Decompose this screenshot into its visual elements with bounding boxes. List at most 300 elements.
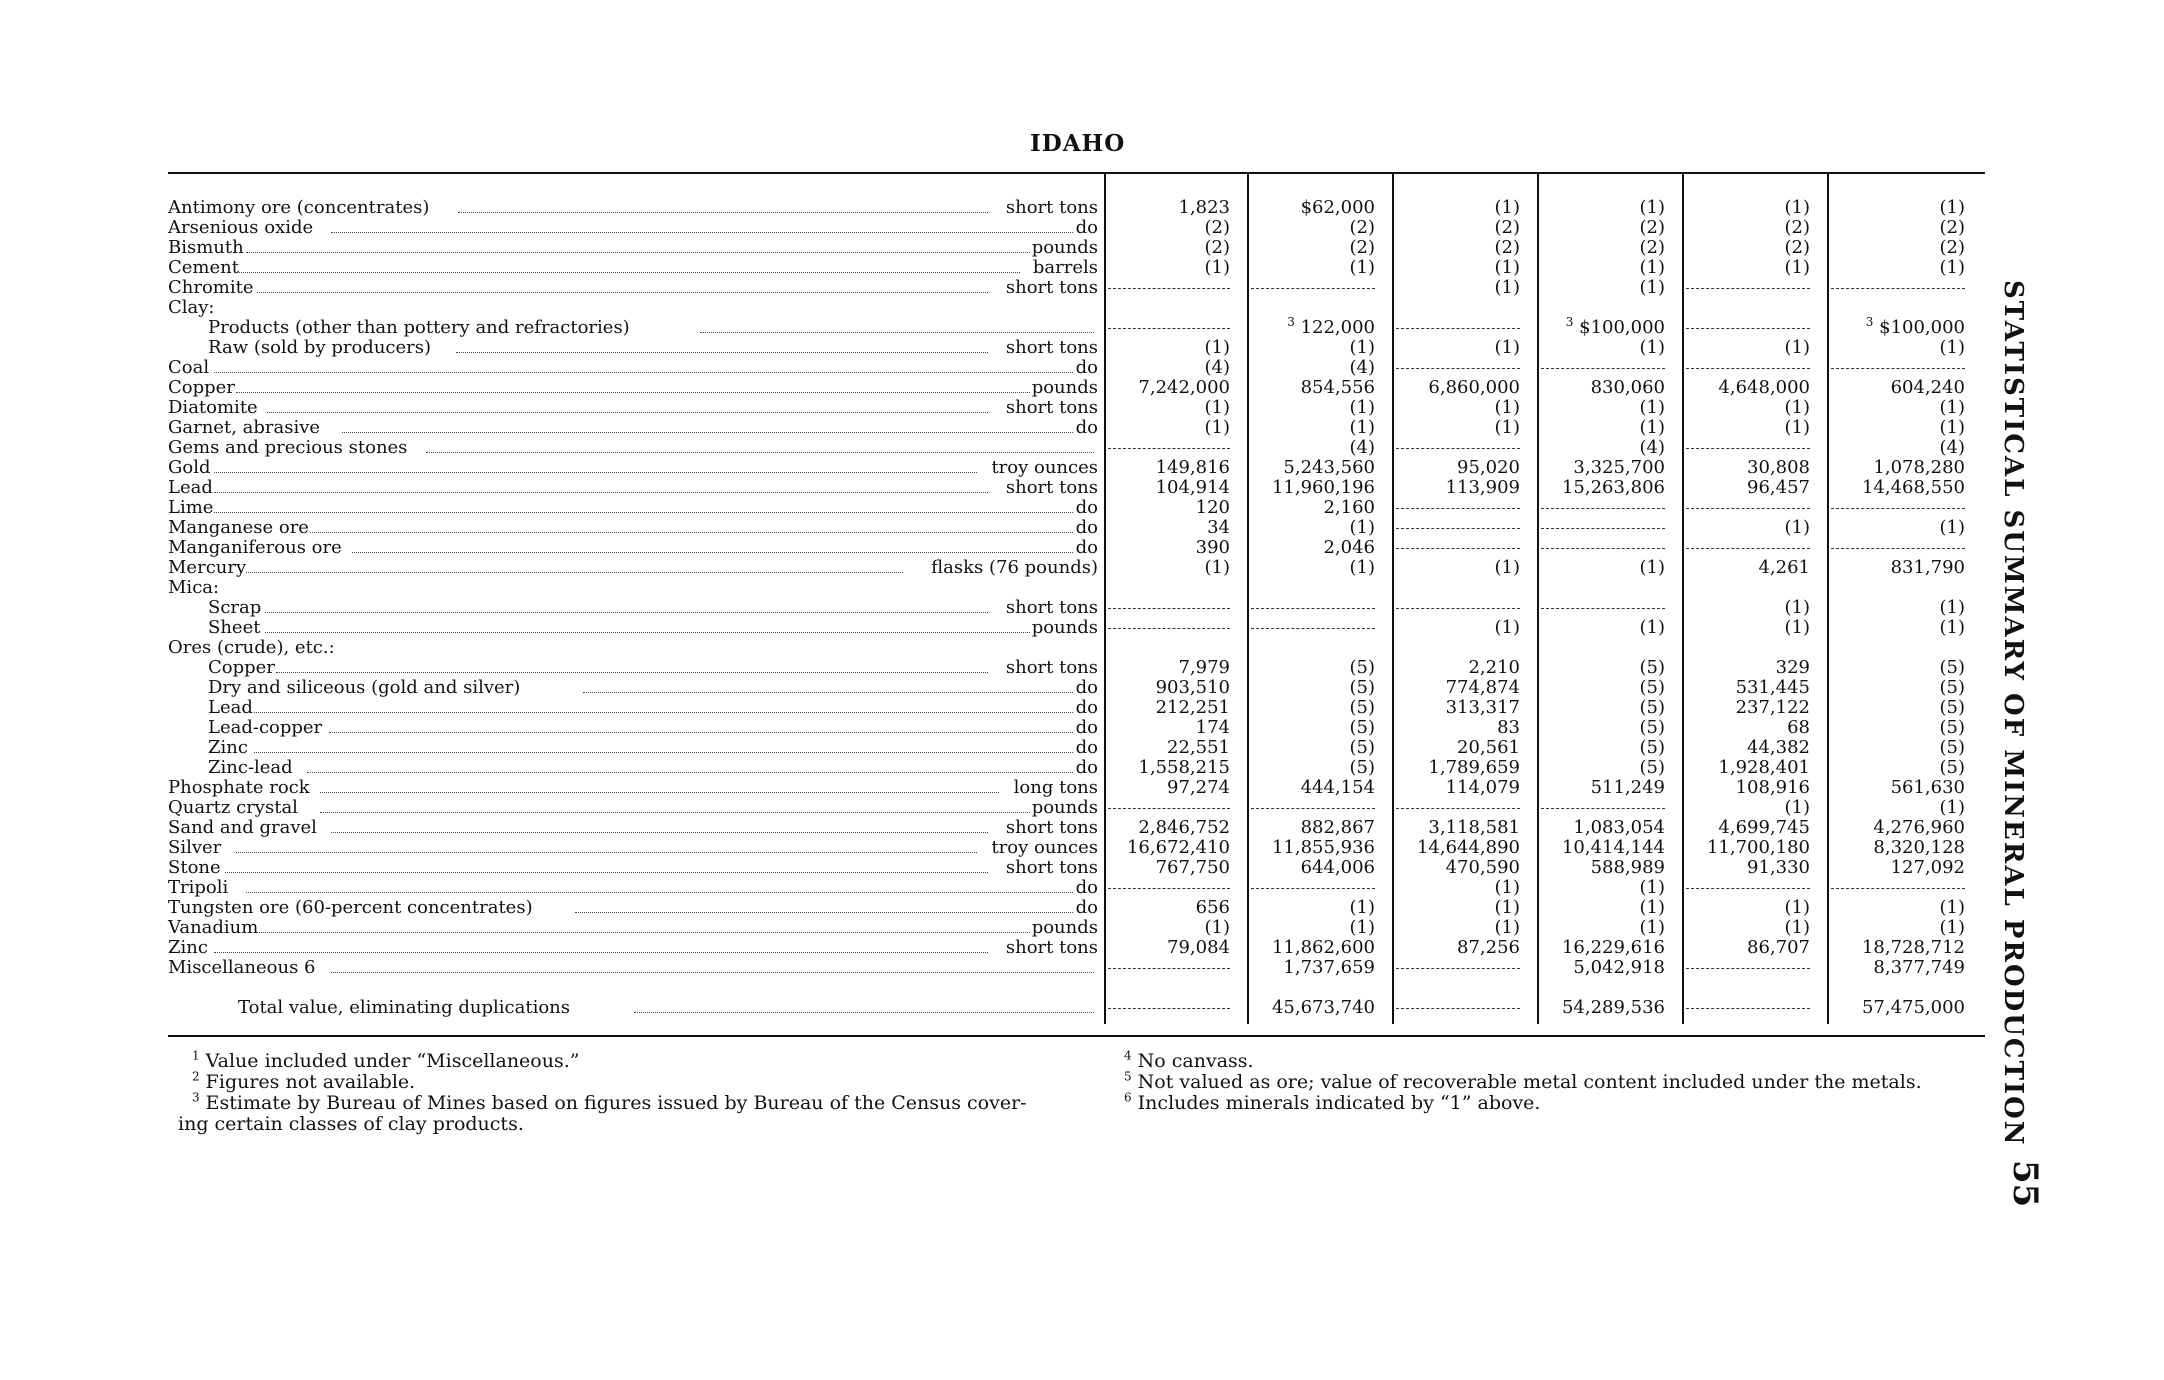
empty-cell-leader <box>1108 448 1230 449</box>
leader-dots <box>254 752 1072 753</box>
table-row <box>168 298 1983 318</box>
value-cell: (1) <box>1939 197 1965 218</box>
footnote: ing certain classes of clay products. <box>178 1113 524 1135</box>
empty-cell-leader <box>1396 548 1520 549</box>
table-row <box>168 398 1983 418</box>
value-cell: (5) <box>1349 657 1375 678</box>
value-cell: (1) <box>1639 877 1665 898</box>
leader-dots <box>236 272 1020 273</box>
empty-cell-leader <box>1541 508 1665 509</box>
row-label: Copper <box>208 657 275 678</box>
row-unit: pounds <box>1031 377 1098 398</box>
value-cell: 329 <box>1775 657 1810 678</box>
row-label: Tungsten ore (60-percent concentrates) <box>168 897 533 918</box>
value-cell: (5) <box>1349 717 1375 738</box>
value-cell: 79,084 <box>1167 937 1230 958</box>
row-unit: pounds <box>1031 617 1098 638</box>
value-cell: 10,414,144 <box>1561 837 1665 858</box>
leader-dots <box>342 432 1073 433</box>
leader-dots <box>583 692 1073 693</box>
row-label: Zinc <box>208 737 248 758</box>
value-cell: (5) <box>1639 697 1665 718</box>
leader-dots <box>331 972 1094 973</box>
value-cell: (5) <box>1939 697 1965 718</box>
row-unit: pounds <box>1031 917 1098 938</box>
table-row <box>168 678 1983 698</box>
leader-dots <box>575 912 1073 913</box>
leader-dots <box>257 292 988 293</box>
leader-dots <box>267 412 988 413</box>
value-cell: 174 <box>1195 717 1230 738</box>
value-cell: 16,229,616 <box>1561 937 1665 958</box>
row-label: Stone <box>168 857 221 878</box>
value-cell: 11,862,600 <box>1271 937 1375 958</box>
row-label: Dry and siliceous (gold and silver) <box>208 677 521 698</box>
value-cell: (1) <box>1639 917 1665 938</box>
value-cell: (5) <box>1349 737 1375 758</box>
empty-cell-leader <box>1396 368 1520 369</box>
empty-cell-leader <box>1831 368 1965 369</box>
leader-dots <box>246 252 1030 253</box>
value-cell: (2) <box>1939 217 1965 238</box>
value-cell: (1) <box>1784 597 1810 618</box>
value-cell: (2) <box>1349 237 1375 258</box>
value-cell: (5) <box>1939 657 1965 678</box>
row-label: Lead-copper <box>208 717 323 738</box>
value-cell: (5) <box>1639 717 1665 738</box>
value-cell: 511,249 <box>1590 777 1665 798</box>
value-cell: 444,154 <box>1300 777 1375 798</box>
table-row <box>168 478 1983 498</box>
row-unit: short tons <box>1005 277 1098 298</box>
footnote: $^2$ Figures not available. <box>192 1069 416 1093</box>
row-label: Lead <box>208 697 253 718</box>
value-cell: 54,289,536 <box>1561 997 1665 1018</box>
leader-dots <box>307 772 1072 773</box>
row-unit: do <box>1075 877 1098 898</box>
value-cell: (4) <box>1939 437 1965 458</box>
row-label: Silver <box>168 837 222 858</box>
table-row <box>168 818 1983 838</box>
table-row <box>168 518 1983 538</box>
value-cell: 18,728,712 <box>1861 937 1965 958</box>
row-label: Lime <box>168 497 214 518</box>
row-unit: do <box>1075 217 1098 238</box>
empty-cell-leader <box>1686 368 1810 369</box>
empty-cell-leader <box>1686 548 1810 549</box>
leader-dots <box>458 212 988 213</box>
empty-cell-leader <box>1108 328 1230 329</box>
value-cell: (5) <box>1639 757 1665 778</box>
value-cell: 14,644,890 <box>1416 837 1520 858</box>
leader-dots <box>700 332 1094 333</box>
value-cell: (5) <box>1639 657 1665 678</box>
leader-dots <box>214 472 977 473</box>
empty-cell-leader <box>1396 528 1520 529</box>
row-unit: do <box>1075 357 1098 378</box>
leader-dots <box>320 792 998 793</box>
empty-cell-leader <box>1686 328 1810 329</box>
value-cell: 34 <box>1207 517 1230 538</box>
value-cell: (5) <box>1349 677 1375 698</box>
value-cell: (1) <box>1639 417 1665 438</box>
value-cell: 57,475,000 <box>1861 997 1965 1018</box>
value-cell: 313,317 <box>1445 697 1520 718</box>
value-cell: 1,737,659 <box>1283 957 1375 978</box>
table-row <box>168 918 1983 938</box>
row-unit: do <box>1075 417 1098 438</box>
value-cell: 1,928,401 <box>1718 757 1810 778</box>
value-cell: $^3$ $100,000 <box>1865 315 1965 338</box>
value-cell: (1) <box>1639 557 1665 578</box>
table-row <box>168 598 1983 618</box>
leader-dots <box>426 452 1094 453</box>
row-unit: do <box>1075 737 1098 758</box>
value-cell: (1) <box>1494 397 1520 418</box>
leader-dots <box>214 372 1072 373</box>
value-cell: (1) <box>1494 877 1520 898</box>
row-label: Miscellaneous 6 <box>168 957 316 978</box>
row-label: Mica: <box>168 577 220 598</box>
row-unit: do <box>1075 757 1098 778</box>
value-cell: 30,808 <box>1747 457 1810 478</box>
value-cell: 86,707 <box>1747 937 1810 958</box>
table-row <box>168 858 1983 878</box>
empty-cell-leader <box>1686 448 1810 449</box>
value-cell: 7,979 <box>1178 657 1230 678</box>
value-cell: 22,551 <box>1167 737 1230 758</box>
row-label: Antimony ore (concentrates) <box>168 197 430 218</box>
row-unit: short tons <box>1005 337 1098 358</box>
value-cell: (4) <box>1639 437 1665 458</box>
value-cell: 4,699,745 <box>1718 817 1810 838</box>
row-label: Mercury <box>168 557 247 578</box>
value-cell: (1) <box>1204 917 1230 938</box>
table-row <box>168 998 1983 1018</box>
row-label: Cement <box>168 257 239 278</box>
empty-cell-leader <box>1831 548 1965 549</box>
row-label: Tripoli <box>168 877 229 898</box>
value-cell: 96,457 <box>1747 477 1810 498</box>
value-cell: (1) <box>1639 337 1665 358</box>
value-cell: 1,558,215 <box>1138 757 1230 778</box>
value-cell: (1) <box>1939 397 1965 418</box>
value-cell: 8,320,128 <box>1873 837 1965 858</box>
value-cell: (5) <box>1939 737 1965 758</box>
value-cell: (5) <box>1939 677 1965 698</box>
table-row <box>168 498 1983 518</box>
row-label: Scrap <box>208 597 262 618</box>
value-cell: (1) <box>1939 517 1965 538</box>
empty-cell-leader <box>1108 288 1230 289</box>
value-cell: 14,468,550 <box>1861 477 1965 498</box>
leader-dots <box>246 572 903 573</box>
value-cell: 113,909 <box>1445 477 1520 498</box>
table-row <box>168 838 1983 858</box>
empty-cell-leader <box>1686 288 1810 289</box>
leader-dots <box>634 1012 1094 1013</box>
empty-cell-leader <box>1396 968 1520 969</box>
row-unit: do <box>1075 677 1098 698</box>
value-cell: (1) <box>1494 897 1520 918</box>
value-cell: (1) <box>1494 277 1520 298</box>
row-label: Diatomite <box>168 397 258 418</box>
value-cell: 8,377,749 <box>1873 957 1965 978</box>
row-label: Clay: <box>168 297 215 318</box>
value-cell: (2) <box>1494 237 1520 258</box>
value-cell: 882,867 <box>1300 817 1375 838</box>
row-label: Products (other than pottery and refractories) <box>208 317 630 338</box>
table-row <box>168 258 1983 278</box>
table-row <box>168 698 1983 718</box>
footnote: $^4$ No canvass. <box>1124 1048 1254 1072</box>
table-row <box>168 458 1983 478</box>
value-cell: 644,006 <box>1300 857 1375 878</box>
leader-dots <box>331 832 988 833</box>
table-row <box>168 218 1983 238</box>
value-cell: (2) <box>1784 217 1810 238</box>
value-cell: (1) <box>1204 557 1230 578</box>
value-cell: 83 <box>1497 717 1520 738</box>
value-cell: 390 <box>1195 537 1230 558</box>
row-label: Chromite <box>168 277 254 298</box>
value-cell: (1) <box>1784 417 1810 438</box>
value-cell: (1) <box>1784 917 1810 938</box>
value-cell: (1) <box>1939 897 1965 918</box>
value-cell: 7,242,000 <box>1138 377 1230 398</box>
row-label: Gems and precious stones <box>168 437 408 458</box>
value-cell: (5) <box>1939 757 1965 778</box>
table-row <box>168 338 1983 358</box>
table-row <box>168 315 1983 338</box>
value-cell: (1) <box>1639 277 1665 298</box>
value-cell: 97,274 <box>1167 777 1230 798</box>
row-unit: flasks (76 pounds) <box>931 557 1098 578</box>
empty-cell-leader <box>1396 448 1520 449</box>
table-row <box>168 898 1983 918</box>
row-label: Bismuth <box>168 237 244 258</box>
leader-dots <box>320 812 1030 813</box>
leader-dots <box>329 732 1073 733</box>
empty-cell-leader <box>1686 1008 1810 1009</box>
leader-dots <box>214 492 988 493</box>
row-label: Vanadium <box>168 917 259 938</box>
value-cell: (1) <box>1784 897 1810 918</box>
value-cell: (1) <box>1349 897 1375 918</box>
value-cell: (1) <box>1784 257 1810 278</box>
value-cell: (1) <box>1639 617 1665 638</box>
value-cell: (1) <box>1349 517 1375 538</box>
value-cell: 774,874 <box>1445 677 1520 698</box>
empty-cell-leader <box>1686 508 1810 509</box>
value-cell: 4,648,000 <box>1718 377 1810 398</box>
value-cell: 212,251 <box>1155 697 1230 718</box>
value-cell: (1) <box>1784 197 1810 218</box>
value-cell: (1) <box>1939 797 1965 818</box>
row-label: Lead <box>168 477 213 498</box>
value-cell: (1) <box>1204 257 1230 278</box>
value-cell: (1) <box>1939 417 1965 438</box>
value-cell: (2) <box>1204 237 1230 258</box>
value-cell: (5) <box>1639 737 1665 758</box>
empty-cell-leader <box>1108 628 1230 629</box>
leader-dots <box>276 672 988 673</box>
row-label: Ores (crude), etc.: <box>168 637 335 658</box>
value-cell: (1) <box>1494 417 1520 438</box>
value-cell: (1) <box>1494 257 1520 278</box>
row-label: Arsenious oxide <box>168 217 314 238</box>
value-cell: 120 <box>1195 497 1230 518</box>
row-unit: short tons <box>1005 477 1098 498</box>
value-cell: (2) <box>1784 237 1810 258</box>
leader-dots <box>236 392 1031 393</box>
value-cell: 5,042,918 <box>1573 957 1665 978</box>
value-cell: (1) <box>1204 397 1230 418</box>
value-cell: 656 <box>1195 897 1230 918</box>
row-unit: short tons <box>1005 857 1098 878</box>
row-label: Gold <box>168 457 211 478</box>
row-label: Coal <box>168 357 210 378</box>
row-label: Manganiferous ore <box>168 537 342 558</box>
value-cell: (1) <box>1494 917 1520 938</box>
row-unit: short tons <box>1005 597 1098 618</box>
value-cell: 604,240 <box>1890 377 1965 398</box>
value-cell: 2,160 <box>1323 497 1375 518</box>
table-row <box>168 418 1983 438</box>
row-unit: do <box>1075 897 1098 918</box>
leader-dots <box>214 952 988 953</box>
empty-cell-leader <box>1541 808 1665 809</box>
leader-dots <box>456 352 988 353</box>
value-cell: 237,122 <box>1735 697 1810 718</box>
leader-dots <box>331 232 1073 233</box>
value-cell: (1) <box>1639 897 1665 918</box>
table-row <box>168 578 1983 598</box>
value-cell: (1) <box>1939 257 1965 278</box>
empty-cell-leader <box>1686 888 1810 889</box>
row-label: Copper <box>168 377 235 398</box>
row-unit: do <box>1075 537 1098 558</box>
empty-cell-leader <box>1251 288 1375 289</box>
value-cell: 2,046 <box>1323 537 1375 558</box>
value-cell: (1) <box>1639 397 1665 418</box>
value-cell: 2,846,752 <box>1138 817 1230 838</box>
value-cell: (2) <box>1639 217 1665 238</box>
value-cell: (1) <box>1939 617 1965 638</box>
value-cell: 1,789,659 <box>1428 757 1520 778</box>
value-cell: 830,060 <box>1590 377 1665 398</box>
value-cell: 831,790 <box>1890 557 1965 578</box>
empty-cell-leader <box>1396 508 1520 509</box>
value-cell: 588,989 <box>1590 857 1665 878</box>
value-cell: 87,256 <box>1457 937 1520 958</box>
leader-dots <box>257 932 1031 933</box>
bottom-rule <box>168 1035 1985 1037</box>
table-row <box>168 278 1983 298</box>
value-cell: (5) <box>1349 697 1375 718</box>
value-cell: 561,630 <box>1890 777 1965 798</box>
empty-cell-leader <box>1396 808 1520 809</box>
value-cell: 16,672,410 <box>1126 837 1230 858</box>
value-cell: 11,700,180 <box>1706 837 1810 858</box>
row-unit: do <box>1075 717 1098 738</box>
value-cell: (1) <box>1939 337 1965 358</box>
value-cell: 903,510 <box>1155 677 1230 698</box>
value-cell: 127,092 <box>1890 857 1965 878</box>
row-unit: troy ounces <box>991 457 1098 478</box>
table-row <box>168 438 1983 458</box>
value-cell: (1) <box>1349 557 1375 578</box>
value-cell: (1) <box>1349 917 1375 938</box>
value-cell: (5) <box>1939 717 1965 738</box>
empty-cell-leader <box>1108 608 1230 609</box>
value-cell: (1) <box>1349 417 1375 438</box>
value-cell: 3,325,700 <box>1573 457 1665 478</box>
value-cell: 45,673,740 <box>1271 997 1375 1018</box>
table-row <box>168 558 1983 578</box>
row-unit: troy ounces <box>991 837 1098 858</box>
table-row <box>168 658 1983 678</box>
empty-cell-leader <box>1108 808 1230 809</box>
table-row <box>168 618 1983 638</box>
value-cell: (2) <box>1639 237 1665 258</box>
empty-cell-leader <box>1541 368 1665 369</box>
value-cell: (1) <box>1494 337 1520 358</box>
footnote: $^6$ Includes minerals indicated by “1” above. <box>1124 1090 1541 1114</box>
table-row <box>168 718 1983 738</box>
value-cell: 2,210 <box>1468 657 1520 678</box>
row-unit: short tons <box>1005 937 1098 958</box>
row-unit: short tons <box>1005 657 1098 678</box>
value-cell: $^3$ $100,000 <box>1565 315 1665 338</box>
value-cell: (1) <box>1349 397 1375 418</box>
value-cell: (5) <box>1639 677 1665 698</box>
row-label: Sheet <box>208 617 261 638</box>
empty-cell-leader <box>1396 608 1520 609</box>
row-label: Phosphate rock <box>168 777 310 798</box>
value-cell: (1) <box>1784 397 1810 418</box>
page-number: 55 <box>2005 1160 2045 1208</box>
side-title: STATISTICAL SUMMARY OF MINERAL PRODUCTION <box>1998 280 2028 1147</box>
row-unit: pounds <box>1031 797 1098 818</box>
empty-cell-leader <box>1686 968 1810 969</box>
empty-cell-leader <box>1251 808 1375 809</box>
table-row <box>168 358 1983 378</box>
value-cell: (1) <box>1784 797 1810 818</box>
empty-cell-leader <box>1831 288 1965 289</box>
value-cell: (1) <box>1204 337 1230 358</box>
value-cell: 91,330 <box>1747 857 1810 878</box>
empty-cell-leader <box>1541 608 1665 609</box>
value-cell: (1) <box>1784 617 1810 638</box>
value-cell: (5) <box>1349 757 1375 778</box>
leader-dots <box>214 512 1072 513</box>
table-row <box>168 738 1983 758</box>
value-cell: 470,590 <box>1445 857 1520 878</box>
empty-cell-leader <box>1541 528 1665 529</box>
leader-dots <box>236 852 978 853</box>
value-cell: (1) <box>1349 257 1375 278</box>
leader-dots <box>310 532 1073 533</box>
table-row <box>168 798 1983 818</box>
leader-dots <box>254 712 1072 713</box>
value-cell: 767,750 <box>1155 857 1230 878</box>
row-unit: short tons <box>1005 817 1098 838</box>
value-cell: (1) <box>1784 337 1810 358</box>
empty-cell-leader <box>1251 888 1375 889</box>
value-cell: 114,079 <box>1445 777 1520 798</box>
row-unit: short tons <box>1005 397 1098 418</box>
